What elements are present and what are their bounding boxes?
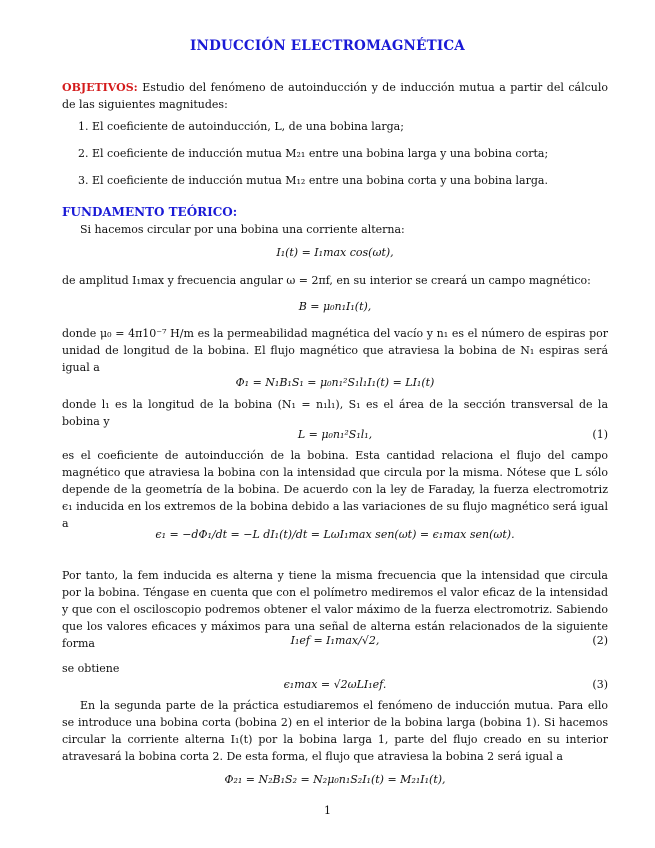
page-number: 1 xyxy=(324,804,331,817)
theory-paragraph-5: es el coeficiente de autoinducción de la bobina. Esta cantidad relaciona el flujo del campo magnético que atraviesa la bobina con la intensidad que circula por la misma. Nótese que L sólo depende de la geometría de la bobina. De acuerdo con la ley de Faraday, la fuerza electromotriz ϵ₁ inducida en los extremos de la bobina debido a las variaciones de su flujo magnético será igual a xyxy=(62,449,608,530)
theory-label: FUNDAMENTO TEÓRICO: xyxy=(62,205,238,219)
theory-paragraph-3: donde μ₀ = 4π10⁻⁷ H/m es la permeabilidad magnética del vacío y n₁ es el número de espiras por unidad de longitud de la bobina. El flujo magnético que atraviesa la bobina de N₁ espiras será igual a xyxy=(62,327,608,374)
page-title: INDUCCIÓN ELECTROMAGNÉTICA xyxy=(190,38,465,54)
theory-paragraph-8: En la segunda parte de la práctica estudiaremos el fenómeno de inducción mutua. Para ello se introduce una bobina corta (bobina 2) en el interior de la bobina larga (bobina 1). Si hacemos circular la corriente alterna I₁(t) por la bobina larga 1, parte del flujo creado en su interior atravesará la bobina corta 2. De esta forma, el flujo que atraviesa la bobina 2 será igual a xyxy=(62,699,608,763)
equation-mutual-flux: Φ₂₁ = N₂B₁S₂ = N₂μ₀n₁S₂I₁(t) = M₂₁I₁(t), xyxy=(224,773,446,786)
theory-paragraph-4: donde l₁ es la longitud de la bobina (N₁ = n₁l₁), S₁ es el área de la sección transversal de la bobina y xyxy=(62,398,608,428)
equation-number-1: (1) xyxy=(592,428,608,441)
objectives-paragraph xyxy=(62,79,608,113)
equation-field: B = μ₀n₁I₁(t), xyxy=(298,300,372,313)
theory-paragraph-2: de amplitud I₁max y frecuencia angular ω = 2πf, en su interior se creará un campo magnético: xyxy=(62,274,591,287)
objective-item-3: 3. El coeficiente de inducción mutua M₁₂ entre una bobina corta y una bobina larga. xyxy=(78,174,548,187)
equation-number-3: (3) xyxy=(592,678,608,691)
objective-item-1: 1. El coeficiente de autoinducción, L, de una bobina larga; xyxy=(78,120,404,133)
theory-paragraph-6: Por tanto, la fem inducida es alterna y tiene la misma frecuencia que la intensidad que circula por la bobina. Téngase en cuenta que con el polímetro mediremos el valor eficaz de la intensidad y que con el osciloscopio podremos obtener el valor máximo de la fuerza electromotriz. Sabiendo que los valores eficaces y máximos para una señal de alterna están relacionados de la siguiente forma xyxy=(62,569,608,650)
objectives-label: OBJETIVOS: xyxy=(62,81,138,94)
objective-item-2: 2. El coeficiente de inducción mutua M₂₁ entre una bobina larga y una bobina corta; xyxy=(78,147,549,160)
equation-inductance: L = μ₀n₁²S₁l₁, xyxy=(297,428,373,441)
objectives-intro: Estudio del fenómeno de autoinducción y de inducción mutua a partir del cálculo de las siguientes magnitudes: xyxy=(62,81,608,111)
equation-current: I₁(t) = I₁max cos(ωt), xyxy=(276,246,394,259)
equation-effective-current: I₁ef = I₁max/√2, xyxy=(290,634,380,647)
equation-emf: ϵ₁ = −dΦ₁/dt = −L dI₁(t)/dt = LωI₁max sen(ωt) = ϵ₁max sen(ωt). xyxy=(155,528,515,541)
equation-number-2: (2) xyxy=(592,634,608,647)
theory-heading xyxy=(62,204,608,221)
theory-paragraph-7: se obtiene xyxy=(62,662,120,675)
equation-emf-max: ϵ₁max = √2ωLI₁ef. xyxy=(283,678,387,691)
equation-flux: Φ₁ = N₁B₁S₁ = μ₀n₁²S₁l₁I₁(t) = LI₁(t) xyxy=(235,376,435,389)
theory-paragraph-1: Si hacemos circular por una bobina una corriente alterna: xyxy=(80,223,405,236)
